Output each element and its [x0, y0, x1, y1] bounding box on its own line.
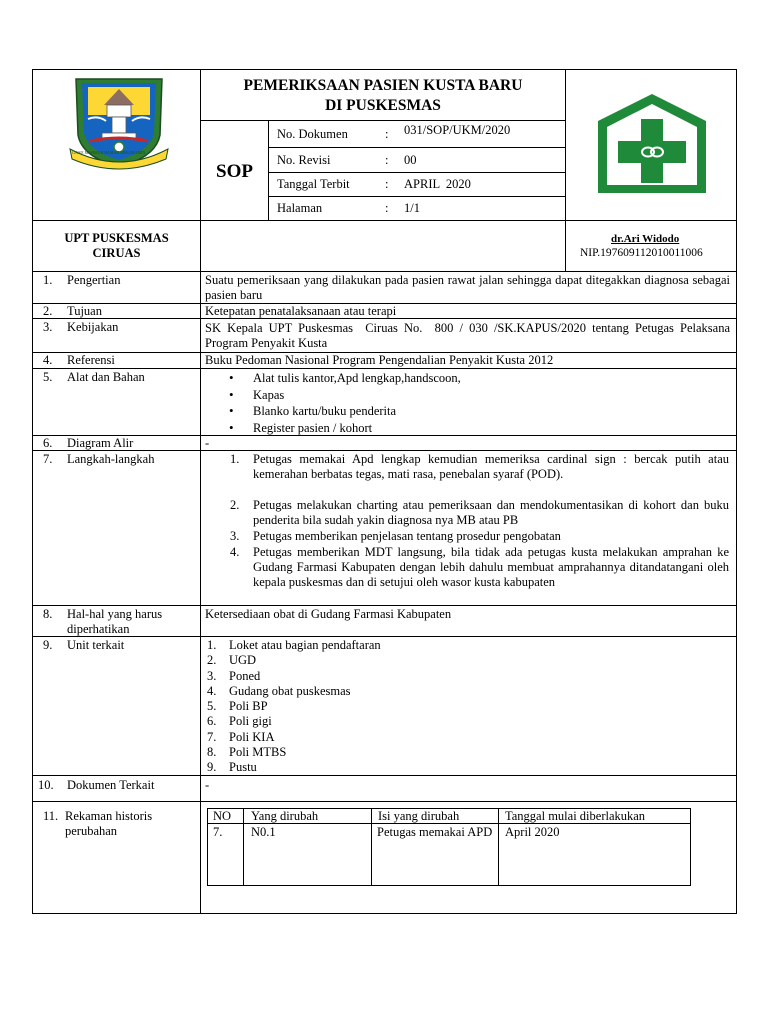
row-text-tujuan: Ketepatan penatalaksanaan atau terapi: [205, 304, 397, 318]
alat-list: [229, 371, 709, 437]
row-line-9: [32, 636, 737, 637]
signer-nip: NIP.197609112010011006: [580, 247, 703, 259]
row-text-diagram: -: [205, 436, 210, 450]
meta-value-tanggal: APRIL 2020: [404, 177, 471, 191]
bullet-icon: •: [229, 403, 234, 418]
bullet-icon: •: [229, 370, 234, 385]
revision-cell-no: 7.: [213, 825, 223, 839]
unit-list: [207, 638, 607, 776]
row-label-hal-line-1: Hal-hal yang harus: [67, 607, 163, 621]
puskesmas-cross-house-icon: [594, 91, 710, 197]
meta-sep-halaman: :: [385, 201, 389, 215]
row-label-unit: Unit terkait: [67, 638, 125, 652]
row-line-1: [32, 271, 737, 272]
divider-sop: [268, 120, 269, 220]
meta-sep-revisi: :: [385, 153, 389, 167]
list-item: 6. Poli gigi: [207, 714, 272, 729]
step-number: 3.: [230, 529, 240, 543]
org-name-line-1: UPT PUSKESMAS: [64, 231, 169, 245]
logo-motto: GAWE MAHMUH RAMAH MEKARAMIN: [72, 150, 146, 155]
row-label-kebijakan: Kebijakan: [67, 320, 119, 334]
list-item: • Blanko kartu/buku penderita: [229, 403, 397, 418]
puskesmas-logo: [594, 91, 710, 197]
list-item: • Kapas: [229, 386, 285, 402]
row-no-langkah: 7.: [43, 452, 53, 466]
row-line-5: [32, 368, 737, 369]
title-bottom-line: [200, 120, 566, 121]
step-number: 4.: [230, 545, 240, 559]
step-number: 2.: [230, 498, 240, 512]
step-text: Petugas memberikan MDT langsung, bila tidak ada petugas kusta melakukan amprahan ke Gudang Farmasi Kabupaten dengan lebih dahulu membuat amprahannya ditandatangani oleh kepala puskesmas dan di setujui oleh wasor kusta kabupaten: [253, 545, 729, 589]
revision-cell-date: April 2020: [505, 825, 560, 839]
list-item: • Alat tulis kantor,Apd lengkap,handscoon,: [229, 370, 461, 385]
row-label-referensi: Referensi: [67, 353, 115, 367]
row-label-hal-line-2: diperhatikan: [67, 622, 130, 636]
row-label-tujuan: Tujuan: [67, 304, 102, 318]
revision-header-content: Isi yang dirubah: [378, 809, 460, 823]
district-crest-icon: [66, 75, 172, 171]
list-item: • Register pasien / kohort: [229, 419, 373, 435]
row-text-referensi: Buku Pedoman Nasional Program Pengendalian Penyakit Kusta 2012: [205, 353, 554, 367]
meta-line-1: [268, 147, 566, 148]
frame-top: [32, 69, 737, 70]
revision-col-line-1: [243, 808, 244, 886]
page-title-line-1: PEMERIKSAAN PASIEN KUSTA BARU: [243, 77, 523, 94]
row-line-7: [32, 450, 737, 451]
meta-value-halaman: 1/1: [404, 201, 420, 215]
row-no-kebijakan: 3.: [43, 320, 53, 334]
district-logo: [66, 75, 172, 171]
meta-value-revisi: 00: [404, 153, 417, 167]
list-item: 9. Pustu: [207, 760, 257, 775]
row-line-8: [32, 605, 737, 606]
revision-cell-changed: N0.1: [251, 825, 276, 839]
list-item: 3. Poned: [207, 668, 261, 683]
revision-header-changed: Yang dirubah: [251, 809, 319, 823]
revision-cell-content: Petugas memakai APD: [377, 825, 493, 839]
row-no-hal: 8.: [43, 607, 53, 621]
revision-header-date: Tanggal mulai diberlakukan: [505, 809, 646, 823]
row-text-kebijakan: SK Kepala UPT Puskesmas Ciruas No. 800 / 030 /SK.KAPUS/2020 tentang Petugas Pelaksana Program Penyakit Kusta: [205, 321, 734, 350]
row-label-alat: Alat dan Bahan: [67, 370, 145, 384]
row-no-diagram: 6.: [43, 436, 53, 450]
list-item: 7. Poli KIA: [207, 729, 275, 744]
bullet-icon: •: [229, 386, 234, 402]
step-text: Petugas melakukan charting atau pemeriksaan dan mendokumentasikan di kohort dan buku penderita bila sudah yakin diagnosa nya MB atau PB: [253, 498, 729, 527]
revision-header-no: NO: [213, 809, 232, 823]
row-label-dokumen: Dokumen Terkait: [67, 778, 155, 792]
row-label-diagram: Diagram Alir: [67, 436, 134, 450]
row-no-referensi: 4.: [43, 353, 53, 367]
meta-label-halaman: Halaman: [277, 201, 323, 215]
list-item: 8. Poli MTBS: [207, 745, 287, 760]
meta-label-tanggal: Tanggal Terbit: [277, 177, 350, 191]
sop-label: SOP: [216, 161, 253, 182]
list-item: 1. Loket atau bagian pendaftaran: [207, 638, 381, 652]
bullet-icon: •: [229, 419, 234, 435]
row-text-pengertian: Suatu pemeriksaan yang dilakukan pada pasien rawat jalan sehingga dapat ditegakkan diagnosa sebagai pasien baru: [205, 273, 730, 302]
row-no-rekaman: 11.: [43, 809, 59, 823]
meta-label-revisi: No. Revisi: [277, 153, 331, 167]
list-item: 5. Poli BP: [207, 699, 268, 714]
header-bottom-line: [32, 220, 737, 221]
list-item: 4. Gudang obat puskesmas: [207, 683, 351, 698]
meta-sep-dokumen: :: [385, 127, 389, 141]
list-item: 2. UGD: [207, 653, 257, 668]
row-no-pengertian: 1.: [43, 273, 53, 287]
revision-col-line-3: [498, 808, 499, 886]
org-name-line-2: CIRUAS: [92, 246, 141, 260]
row-no-alat: 5.: [43, 370, 53, 384]
step-number: 1.: [230, 452, 240, 466]
page-title-line-2: DI PUSKESMAS: [325, 97, 441, 114]
meta-label-dokumen: No. Dokumen: [277, 127, 348, 141]
row-label-rekaman-line-1: Rekaman historis: [65, 809, 153, 823]
frame-left: [32, 69, 33, 914]
signer-name: dr.Ari Widodo: [611, 233, 680, 245]
row-no-unit: 9.: [43, 638, 53, 652]
divider-logo: [200, 69, 201, 914]
meta-sep-tanggal: :: [385, 177, 389, 191]
row-text-hal: Ketersediaan obat di Gudang Farmasi Kabupaten: [205, 607, 452, 621]
meta-value-dokumen: 031/SOP/UKM/2020: [404, 123, 511, 137]
frame-bottom: [32, 913, 737, 914]
row-label-langkah: Langkah-langkah: [67, 452, 155, 466]
row-label-rekaman-line-2: perubahan: [65, 824, 118, 838]
step-text: Petugas memberikan penjelasan tentang prosedur pengobatan: [253, 529, 561, 543]
row-no-dokumen: 10.: [38, 778, 54, 792]
row-no-tujuan: 2.: [43, 304, 53, 318]
meta-line-2: [268, 172, 566, 173]
row-text-dokumen: -: [205, 778, 210, 792]
divider-right-logo: [565, 69, 566, 272]
step-text: Petugas memakai Apd lengkap kemudian memeriksa cardinal sign : bercak putih atau kemerahan berbatas tegas, mati rasa, penebalan syaraf (POD).: [253, 452, 729, 481]
revision-col-line-2: [371, 808, 372, 886]
frame-right: [736, 69, 737, 914]
row-label-pengertian: Pengertian: [67, 273, 121, 287]
meta-line-3: [268, 196, 566, 197]
row-line-11: [32, 801, 737, 802]
